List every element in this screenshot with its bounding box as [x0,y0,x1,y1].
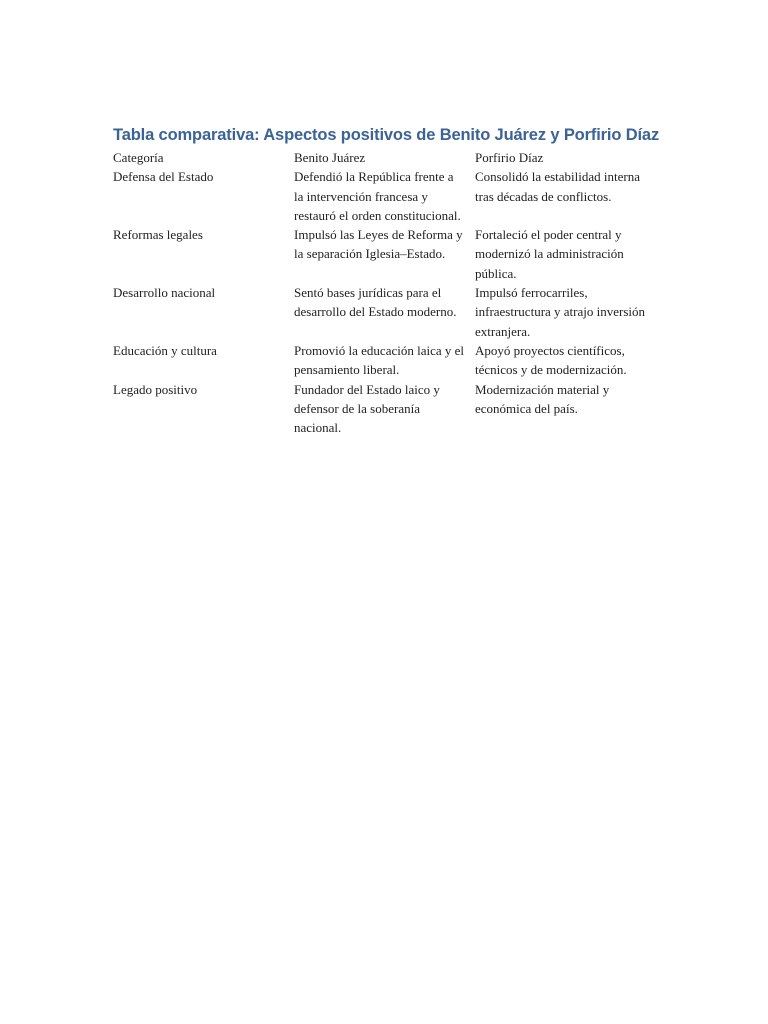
cell-category: Reformas legales [113,227,203,243]
cell-diaz: Consolidó la estabilidad interna tras décadas de conflictos. [475,169,640,204]
cell-diaz: Fortaleció el poder central y modernizó la administración pública. [475,227,624,281]
comparison-table [113,148,658,437]
header-diaz: Porfirio Díaz [475,150,544,165]
table-row [113,283,658,341]
table-row [113,225,658,283]
table-header-row [113,148,658,167]
header-juarez: Benito Juárez [294,150,366,165]
cell-category: Legado positivo [113,381,198,397]
cell-diaz: Modernización material y económica del país. [475,381,610,416]
cell-diaz: Apoyó proyectos científicos, técnicos y de modernización. [475,342,627,378]
cell-juarez: Defendió la República frente a la intervención francesa y restauró el orden constitucional. [294,169,461,223]
cell-category: Desarrollo nacional [113,285,216,301]
document-page [113,124,658,437]
cell-juarez: Promovió la educación laica y el pensamiento liberal. [294,342,465,378]
cell-juarez: Sentó bases jurídicas para el desarrollo del Estado moderno. [294,285,457,320]
document-title: Tabla comparativa: Aspectos positivos de Benito Juárez y Porfirio Díaz [113,126,660,144]
cell-juarez: Impulsó las Leyes de Reforma y la separación Iglesia–Estado. [294,227,463,262]
cell-juarez: Fundador del Estado laico y defensor de la soberanía nacional. [294,381,440,436]
cell-category: Defensa del Estado [113,169,214,185]
cell-diaz: Impulsó ferrocarriles, infraestructura y atrajo inversión extranjera. [475,285,646,339]
table-row [113,380,658,438]
cell-category: Educación y cultura [113,342,217,358]
table-row [113,167,658,225]
header-category: Categoría [113,150,164,165]
table-row [113,341,658,380]
